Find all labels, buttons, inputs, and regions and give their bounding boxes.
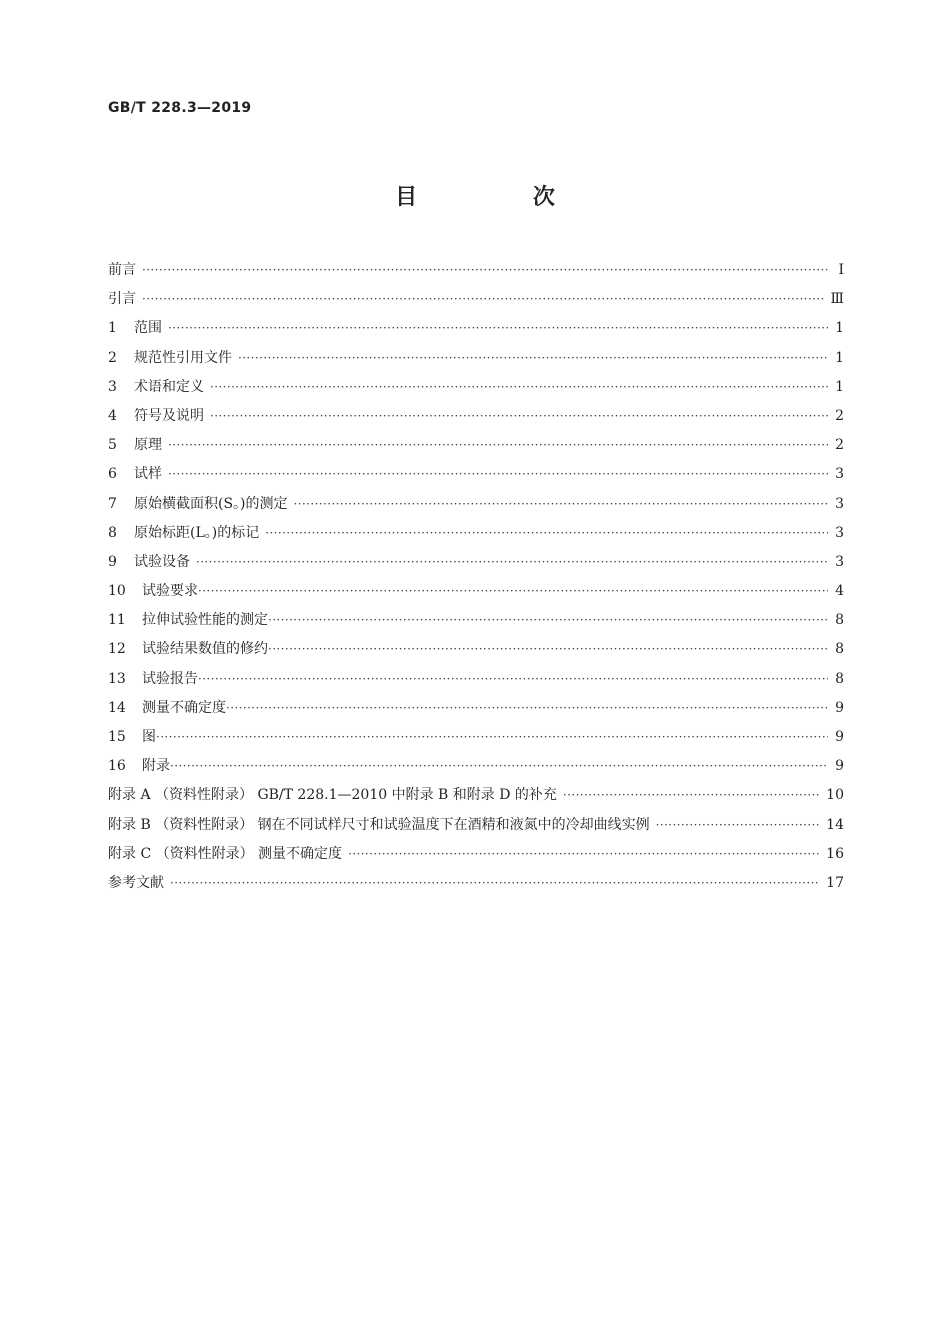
toc-entry-3[interactable] <box>108 373 844 402</box>
toc-page: 1 <box>835 378 844 395</box>
dot-leader <box>170 752 828 781</box>
toc-number: 2 <box>108 349 117 366</box>
dot-leader <box>198 665 828 694</box>
toc-page: 10 <box>826 787 844 804</box>
toc-entry-13[interactable] <box>108 665 844 694</box>
toc-number: 5 <box>108 437 117 454</box>
dot-leader <box>156 723 828 752</box>
toc-page: 9 <box>835 729 844 745</box>
toc-page: 8 <box>835 670 844 687</box>
toc-page: 16 <box>826 845 844 862</box>
dot-leader <box>210 373 828 402</box>
toc-label: 原始横截面积(S。)的测定 <box>134 495 288 512</box>
toc-entry-9[interactable] <box>108 548 844 577</box>
toc-entry-6[interactable] <box>108 460 844 489</box>
toc-entry-annex-a[interactable] <box>108 781 844 810</box>
dot-leader <box>226 694 828 723</box>
toc-label: 规范性引用文件 <box>134 349 232 366</box>
toc-label: 图 <box>142 729 156 745</box>
toc-label: 附录 <box>142 758 170 775</box>
toc-label: 测量不确定度 <box>142 699 226 716</box>
toc-label: 附录 A （资料性附录） GB/T 228.1—2010 中附录 B 和附录 D 的补充 <box>108 787 557 804</box>
dot-leader <box>198 577 828 606</box>
toc-entry-7[interactable] <box>108 490 844 519</box>
dot-leader <box>238 344 828 373</box>
dot-leader <box>210 402 828 431</box>
toc-label: 拉伸试验性能的测定 <box>142 612 268 629</box>
toc-label: 试验要求 <box>142 583 198 600</box>
dot-leader <box>563 781 820 810</box>
toc-label: 范围 <box>134 320 162 337</box>
dot-leader <box>196 548 828 577</box>
toc-number: 8 <box>108 524 117 541</box>
toc-label: 附录 C （资料性附录） 测量不确定度 <box>108 845 343 862</box>
dot-leader <box>294 490 828 519</box>
toc-entry-12[interactable] <box>108 635 844 664</box>
toc-label: 符号及说明 <box>134 407 204 424</box>
toc-entry-annex-b[interactable] <box>108 811 844 840</box>
toc-number: 16 <box>108 758 126 775</box>
dot-leader <box>268 635 828 664</box>
toc-entry-introduction[interactable] <box>108 285 844 314</box>
toc-entry-1[interactable] <box>108 314 844 343</box>
toc-label: 试验设备 <box>134 553 190 570</box>
page-title: 目 次 <box>395 185 609 210</box>
dot-leader <box>168 431 828 460</box>
toc-page: 9 <box>835 699 844 716</box>
toc-page: 3 <box>835 553 844 570</box>
toc-label: 原理 <box>134 437 162 454</box>
toc-page: 3 <box>835 524 844 541</box>
toc-entry-bibliography[interactable] <box>108 869 844 898</box>
toc-page: 2 <box>835 407 844 424</box>
toc-entry-5[interactable] <box>108 431 844 460</box>
toc-page: 2 <box>835 437 844 454</box>
toc-page: 17 <box>826 874 844 891</box>
toc-label: 试验报告 <box>142 670 198 687</box>
toc-page: Ⅰ <box>838 262 844 278</box>
toc-entry-14[interactable] <box>108 694 844 723</box>
toc-number: 15 <box>108 729 126 745</box>
toc-page: 3 <box>835 495 844 512</box>
toc-number: 10 <box>108 583 126 600</box>
toc-number: 11 <box>108 612 126 629</box>
toc-entry-8[interactable] <box>108 519 844 548</box>
toc-entry-10[interactable] <box>108 577 844 606</box>
toc-entry-annex-c[interactable] <box>108 840 844 869</box>
dot-leader <box>168 460 828 489</box>
toc-number: 3 <box>108 378 117 395</box>
toc-label: 参考文献 <box>108 874 164 891</box>
toc-number: 13 <box>108 670 126 687</box>
dot-leader <box>170 869 820 898</box>
toc-label: 试验结果数值的修约 <box>142 641 268 658</box>
toc-page: 14 <box>826 816 844 833</box>
toc-number: 14 <box>108 699 126 716</box>
dot-leader <box>142 285 824 314</box>
toc-page: 3 <box>835 466 844 483</box>
toc-label: 附录 B （资料性附录） 钢在不同试样尺寸和试验温度下在酒精和液氮中的冷却曲线实例 <box>108 816 650 833</box>
toc-number: 1 <box>108 320 117 337</box>
standard-code: GB/T 228.3—2019 <box>108 100 252 116</box>
toc-page: Ⅲ <box>830 291 844 308</box>
toc-page: 9 <box>835 758 844 775</box>
toc-entry-foreword[interactable] <box>108 256 844 285</box>
toc-number: 6 <box>108 466 117 483</box>
toc-number: 9 <box>108 553 117 570</box>
toc-entry-15[interactable] <box>108 723 844 752</box>
toc-label: 前言 <box>108 262 136 278</box>
toc-label: 试样 <box>134 466 162 483</box>
toc-label: 引言 <box>108 291 136 308</box>
toc-page: 8 <box>835 641 844 658</box>
toc-number: 4 <box>108 407 117 424</box>
toc-label: 术语和定义 <box>134 378 204 395</box>
toc-number: 7 <box>108 495 117 512</box>
toc-page: 4 <box>835 583 844 600</box>
toc-entry-16[interactable] <box>108 752 844 781</box>
dot-leader <box>348 840 820 869</box>
toc-entry-2[interactable] <box>108 344 844 373</box>
dot-leader <box>168 314 828 343</box>
table-of-contents <box>108 256 844 898</box>
toc-page: 1 <box>835 349 844 366</box>
toc-label: 原始标距(L。)的标记 <box>134 524 260 541</box>
dot-leader <box>142 256 828 285</box>
dot-leader <box>268 606 828 635</box>
toc-page: 8 <box>835 612 844 629</box>
dot-leader <box>656 811 821 840</box>
toc-number: 12 <box>108 641 126 658</box>
toc-entry-11[interactable] <box>108 606 844 635</box>
dot-leader <box>265 519 828 548</box>
toc-entry-4[interactable] <box>108 402 844 431</box>
toc-page: 1 <box>835 320 844 337</box>
